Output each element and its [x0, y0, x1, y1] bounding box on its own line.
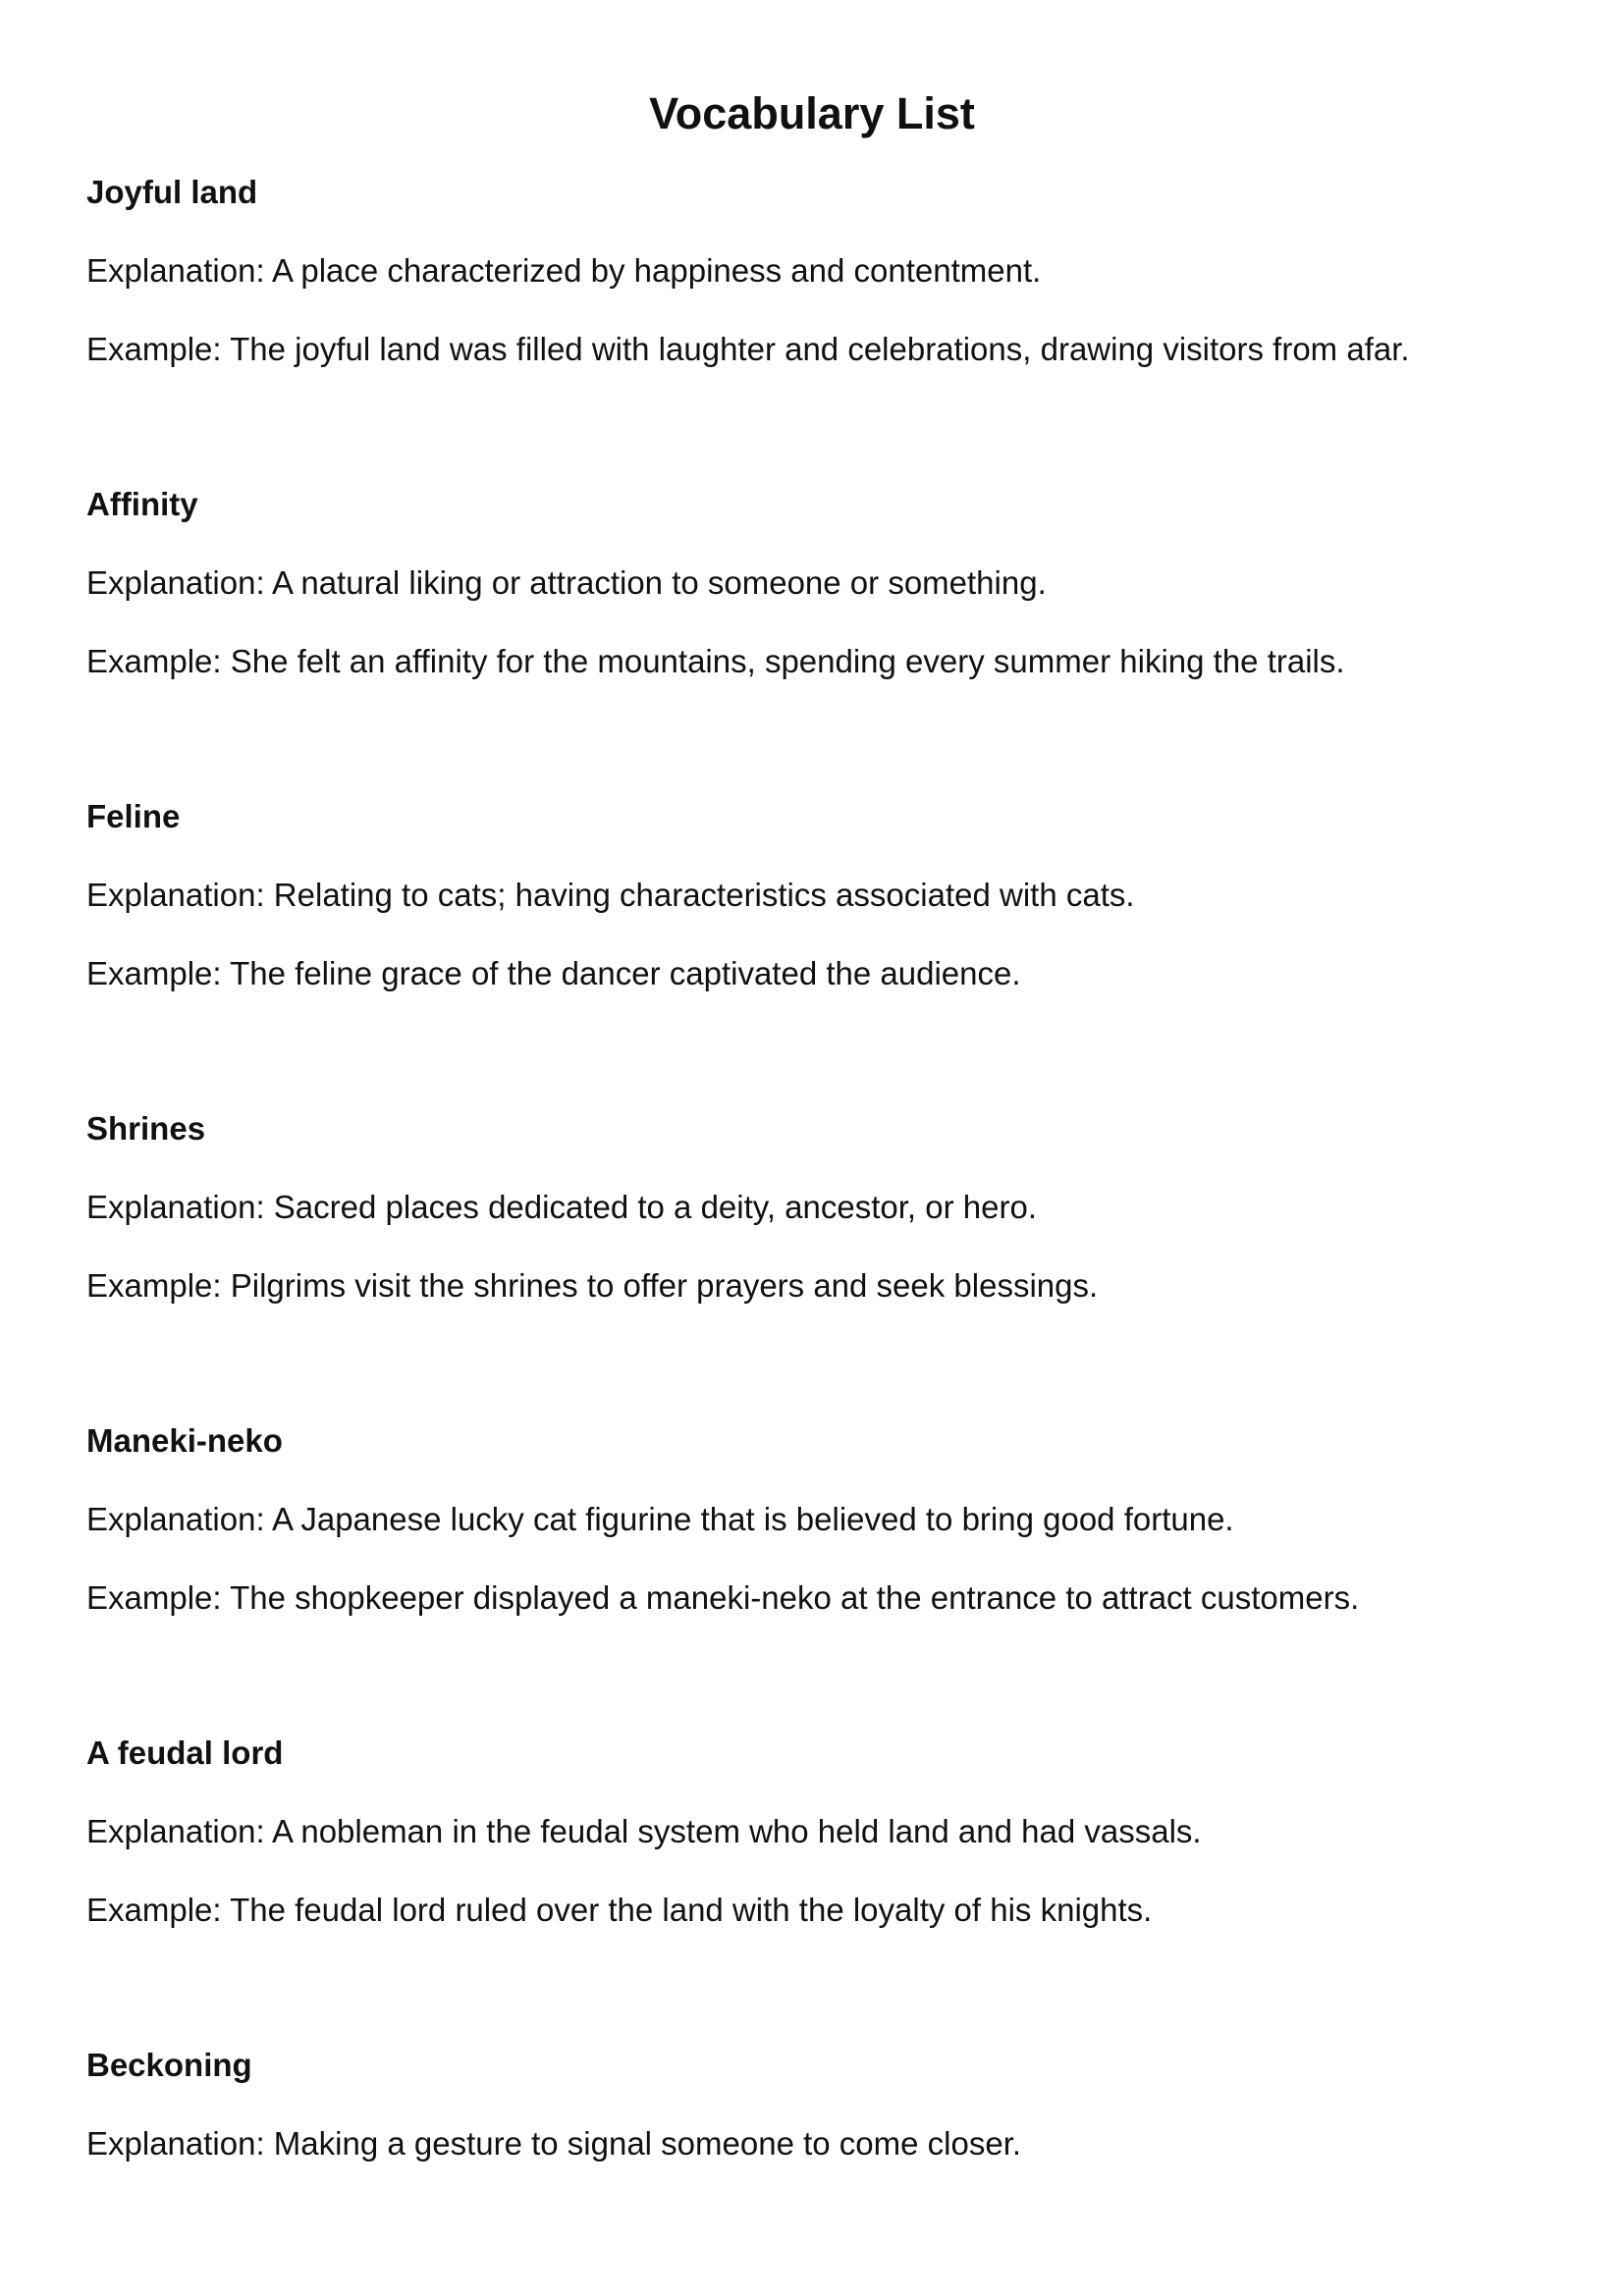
vocab-example: Example: The joyful land was filled with laughter and celebrations, drawing visitors from afar. — [86, 331, 1410, 367]
vocab-entry-feudal-lord — [86, 1734, 1559, 1930]
vocab-example: Example: The feline grace of the dancer captivated the audience. — [86, 955, 1021, 991]
vocab-term: Joyful land — [86, 174, 258, 210]
vocab-term: Maneki-neko — [86, 1422, 283, 1459]
vocab-example: Example: Pilgrims visit the shrines to offer prayers and seek blessings. — [86, 1267, 1099, 1304]
vocab-explanation: Explanation: Relating to cats; having characteristics associated with cats. — [86, 877, 1135, 913]
vocab-term: Shrines — [86, 1110, 206, 1147]
vocab-explanation: Explanation: A natural liking or attraction to someone or something. — [86, 564, 1047, 601]
vocab-term: Beckoning — [86, 2047, 252, 2083]
vocab-explanation: Explanation: A nobleman in the feudal system who held land and had vassals. — [86, 1813, 1202, 1849]
vocab-term: Feline — [86, 798, 181, 834]
vocab-entry-affinity — [86, 485, 1559, 681]
vocab-entry-maneki-neko — [86, 1421, 1559, 1618]
vocab-term: A feudal lord — [86, 1735, 284, 1771]
vocab-entry-feline — [86, 797, 1559, 993]
vocab-explanation: Explanation: Sacred places dedicated to a deity, ancestor, or hero. — [86, 1189, 1037, 1225]
vocab-term: Affinity — [86, 486, 198, 522]
vocab-entry-joyful-land — [86, 173, 1559, 369]
vocab-entry-shrines — [86, 1109, 1559, 1306]
vocab-explanation: Explanation: Making a gesture to signal someone to come closer. — [86, 2125, 1022, 2162]
page-title: Vocabulary List — [649, 88, 975, 138]
vocab-example: Example: The shopkeeper displayed a maneki-neko at the entrance to attract customers. — [86, 1579, 1360, 1616]
vocab-example: Example: The feudal lord ruled over the land with the loyalty of his knights. — [86, 1892, 1153, 1928]
vocab-explanation: Explanation: A Japanese lucky cat figurine that is believed to bring good fortune. — [86, 1501, 1234, 1537]
vocab-entry-beckoning — [86, 2046, 1559, 2163]
vocab-example: Example: She felt an affinity for the mountains, spending every summer hiking the trails. — [86, 643, 1345, 679]
vocab-explanation: Explanation: A place characterized by happiness and contentment. — [86, 252, 1042, 289]
